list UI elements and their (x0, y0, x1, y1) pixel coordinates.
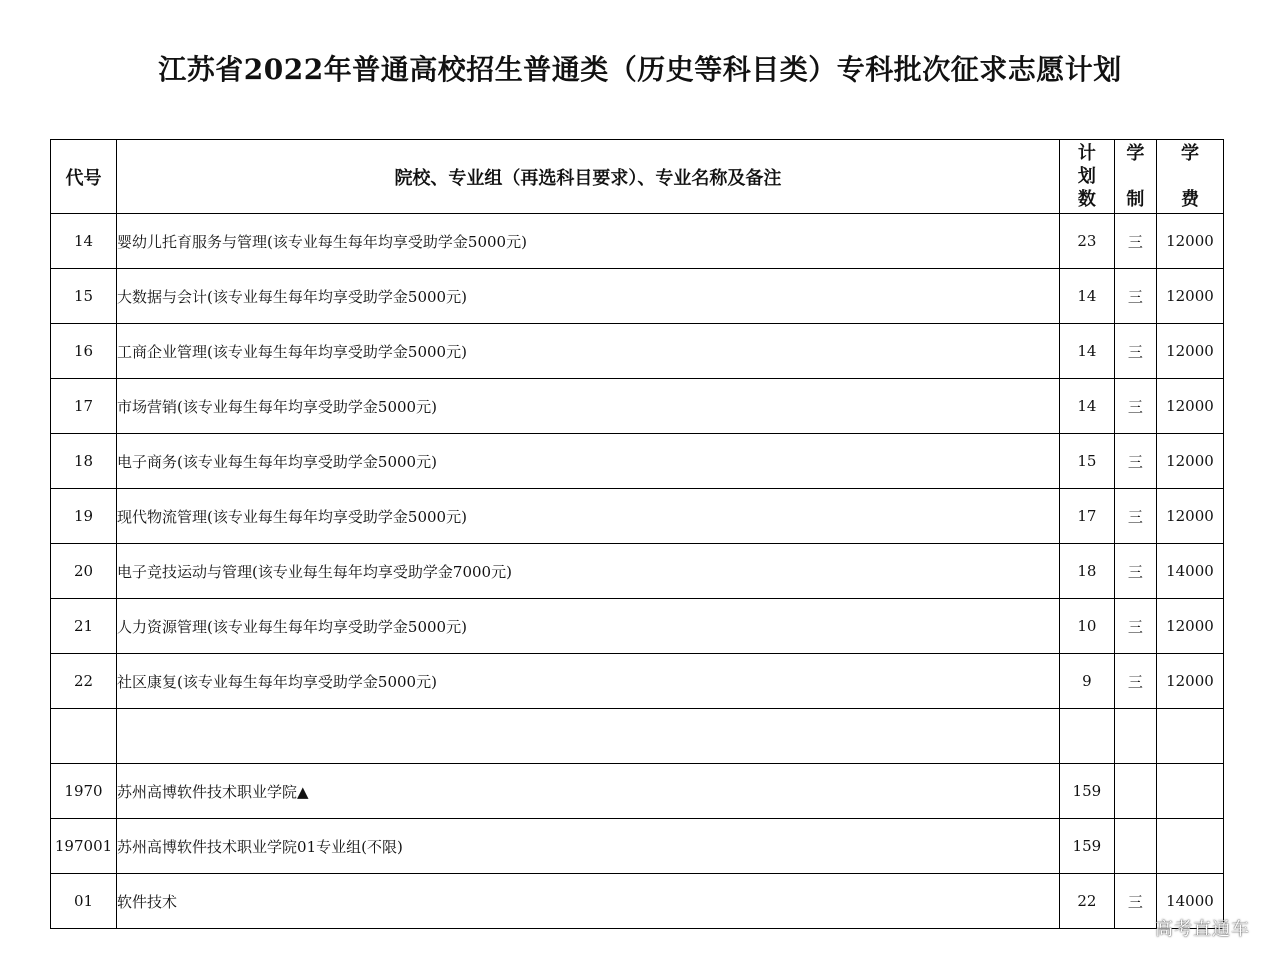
table-row (51, 379, 1224, 434)
header-fee (1156, 140, 1223, 214)
cell-fee (1156, 709, 1223, 764)
cell-code: 15 (51, 269, 117, 324)
cell-plan: 159 (1059, 819, 1114, 874)
cell-system (1114, 819, 1156, 874)
cell-name: 电子竞技运动与管理(该专业每生每年均享受助学金7000元) (117, 544, 1060, 599)
cell-plan: 14 (1059, 379, 1114, 434)
cell-system (1114, 709, 1156, 764)
cell-plan: 14 (1059, 324, 1114, 379)
cell-system: 三 (1114, 599, 1156, 654)
cell-fee: 12000 (1156, 269, 1223, 324)
table-row (51, 214, 1224, 269)
cell-name: 工商企业管理(该专业每生每年均享受助学金5000元) (117, 324, 1060, 379)
header-system-char: 学 (1126, 142, 1145, 164)
header-plan-char: 划 (1077, 165, 1096, 187)
cell-system: 三 (1114, 324, 1156, 379)
table-header-row (51, 140, 1224, 214)
cell-fee: 12000 (1156, 654, 1223, 709)
cell-plan: 17 (1059, 489, 1114, 544)
cell-system: 三 (1114, 544, 1156, 599)
cell-code: 18 (51, 434, 117, 489)
table-row-empty (51, 709, 1224, 764)
cell-plan: 18 (1059, 544, 1114, 599)
table-row (51, 269, 1224, 324)
table-row (51, 874, 1224, 929)
cell-plan: 15 (1059, 434, 1114, 489)
table-row (51, 434, 1224, 489)
cell-system: 三 (1114, 654, 1156, 709)
cell-fee: 12000 (1156, 599, 1223, 654)
table-row (51, 489, 1224, 544)
cell-code: 17 (51, 379, 117, 434)
table-row (51, 599, 1224, 654)
cell-fee: 12000 (1156, 214, 1223, 269)
cell-system: 三 (1114, 434, 1156, 489)
cell-name: 市场营销(该专业每生每年均享受助学金5000元) (117, 379, 1060, 434)
cell-name: 苏州高博软件技术职业学院01专业组(不限) (117, 819, 1060, 874)
cell-system: 三 (1114, 489, 1156, 544)
cell-name: 大数据与会计(该专业每生每年均享受助学金5000元) (117, 269, 1060, 324)
cell-fee (1156, 764, 1223, 819)
cell-system: 三 (1114, 379, 1156, 434)
cell-plan: 10 (1059, 599, 1114, 654)
cell-system: 三 (1114, 214, 1156, 269)
cell-name: 人力资源管理(该专业每生每年均享受助学金5000元) (117, 599, 1060, 654)
cell-code: 14 (51, 214, 117, 269)
header-system (1114, 140, 1156, 214)
cell-fee: 12000 (1156, 379, 1223, 434)
cell-name (117, 709, 1060, 764)
cell-plan: 22 (1059, 874, 1114, 929)
header-fee-char: 学 (1180, 142, 1199, 164)
cell-fee: 12000 (1156, 434, 1223, 489)
header-plan-count (1059, 140, 1114, 214)
cell-plan (1059, 709, 1114, 764)
header-name: 院校、专业组（再选科目要求）、专业名称及备注 (117, 140, 1060, 214)
cell-name: 苏州高博软件技术职业学院▲ (117, 764, 1060, 819)
cell-code: 19 (51, 489, 117, 544)
cell-name: 婴幼儿托育服务与管理(该专业每生每年均享受助学金5000元) (117, 214, 1060, 269)
table-row (51, 544, 1224, 599)
cell-code: 01 (51, 874, 117, 929)
header-system-char: 制 (1126, 188, 1145, 210)
cell-plan: 159 (1059, 764, 1114, 819)
table-row-group (51, 819, 1224, 874)
cell-name: 社区康复(该专业每生每年均享受助学金5000元) (117, 654, 1060, 709)
cell-code: 16 (51, 324, 117, 379)
watermark-text: 高考直通车 (1155, 919, 1250, 940)
cell-system (1114, 764, 1156, 819)
enrollment-plan-table (50, 139, 1224, 929)
cell-name: 软件技术 (117, 874, 1060, 929)
cell-fee: 12000 (1156, 489, 1223, 544)
cell-code: 1970 (51, 764, 117, 819)
cell-plan: 23 (1059, 214, 1114, 269)
cell-code: 197001 (51, 819, 117, 874)
cell-code (51, 709, 117, 764)
cell-plan: 14 (1059, 269, 1114, 324)
header-code: 代号 (51, 140, 117, 214)
cell-system: 三 (1114, 269, 1156, 324)
cell-plan: 9 (1059, 654, 1114, 709)
cell-code: 22 (51, 654, 117, 709)
cell-fee: 14000 (1156, 544, 1223, 599)
table-row (51, 324, 1224, 379)
cell-fee: 12000 (1156, 324, 1223, 379)
header-fee-char: 费 (1180, 188, 1199, 210)
cell-system: 三 (1114, 874, 1156, 929)
cell-fee (1156, 819, 1223, 874)
page-title: 江苏省2022年普通高校招生普通类（历史等科目类）专科批次征求志愿计划 (158, 53, 1122, 86)
table-row-college (51, 764, 1224, 819)
header-plan-char: 数 (1077, 188, 1096, 210)
cell-code: 21 (51, 599, 117, 654)
table-row (51, 654, 1224, 709)
cell-code: 20 (51, 544, 117, 599)
cell-name: 电子商务(该专业每生每年均享受助学金5000元) (117, 434, 1060, 489)
cell-fee: 14000 (1156, 874, 1223, 929)
header-plan-char: 计 (1077, 142, 1096, 164)
cell-name: 现代物流管理(该专业每生每年均享受助学金5000元) (117, 489, 1060, 544)
